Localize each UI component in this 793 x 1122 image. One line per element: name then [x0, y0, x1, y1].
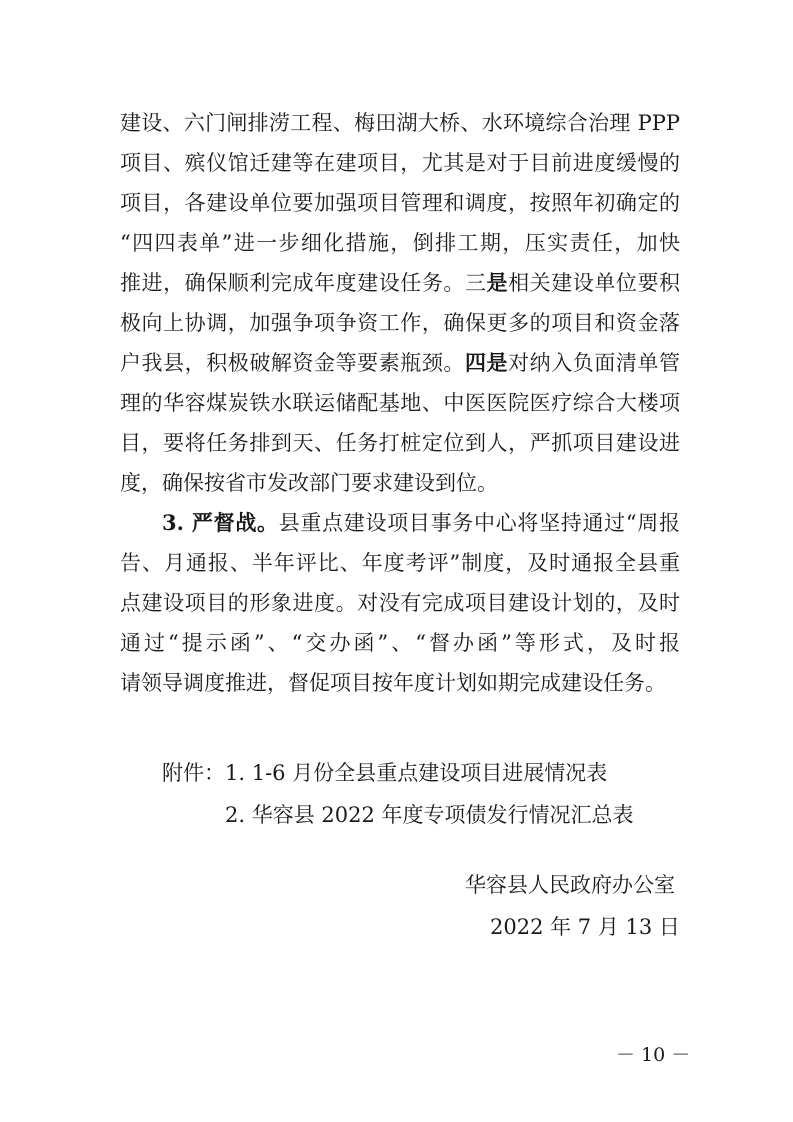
- issuing-organization: 华容县人民政府办公室: [465, 873, 675, 897]
- text-fragment: 相关建设单位要积: [508, 271, 681, 295]
- text-line: 理的华容煤炭铁水联运储配基地、中医医院医疗综合大楼项: [120, 391, 680, 415]
- emphasis-san-shi: 是: [486, 270, 509, 295]
- text-fragment: 对纳入负面清单管: [508, 351, 681, 375]
- text-line: 告、月通报、半年评比、年度考评”制度，及时通报全县重: [120, 551, 680, 575]
- text-fragment: 户我县，积极破解资金等要素瓶颈。: [120, 351, 465, 375]
- attachment-item: 1. 1-6 月份全县重点建设项目进展情况表: [225, 761, 608, 785]
- text-line: 极向上协调，加强争项争资工作，确保更多的项目和资金落: [120, 311, 680, 335]
- text-line: 项目，各建设单位要加强项目管理和调度，按照年初确定的: [120, 191, 680, 215]
- text-line: 项目、殡仪馆迁建等在建项目，尤其是对于目前进度缓慢的: [120, 151, 680, 175]
- text-line: 建设、六门闸排涝工程、梅田湖大桥、水环境综合治理 PPP: [120, 111, 680, 135]
- issue-date: 2022 年 7 月 13 日: [490, 915, 680, 939]
- text-line: 度，确保按省市发改部门要求建设到位。: [120, 471, 498, 495]
- page-number: － 10 －: [616, 1044, 691, 1066]
- text-fragment: 县重点建设项目事务中心将坚持通过“周报: [278, 511, 680, 535]
- section-heading: 3. 严督战。: [162, 510, 279, 535]
- attachment-line-1: [162, 758, 607, 788]
- text-line: 目，要将任务排到天、任务打桩定位到人，严抓项目建设进: [120, 431, 680, 455]
- text-line-mixed: [120, 268, 680, 298]
- text-line-mixed: [162, 508, 680, 538]
- attachment-item: 2. 华容县 2022 年度专项债发行情况汇总表: [225, 803, 634, 827]
- emphasis-si-shi: 四是: [464, 350, 509, 375]
- attachment-label: 附件：: [162, 761, 225, 785]
- text-line-mixed: [120, 348, 680, 378]
- text-line: “四四表单”进一步细化措施，倒排工期，压实责任，加快: [120, 231, 680, 255]
- text-line: 通过“提示函”、“交办函”、“督办函”等形式，及时报: [120, 631, 680, 655]
- text-line: 点建设项目的形象进度。对没有完成项目建设计划的，及时: [120, 591, 680, 615]
- text-fragment: 推进，确保顺利完成年度建设任务。三: [120, 271, 487, 295]
- text-line: 请领导调度推进，督促项目按年度计划如期完成建设任务。: [120, 671, 666, 695]
